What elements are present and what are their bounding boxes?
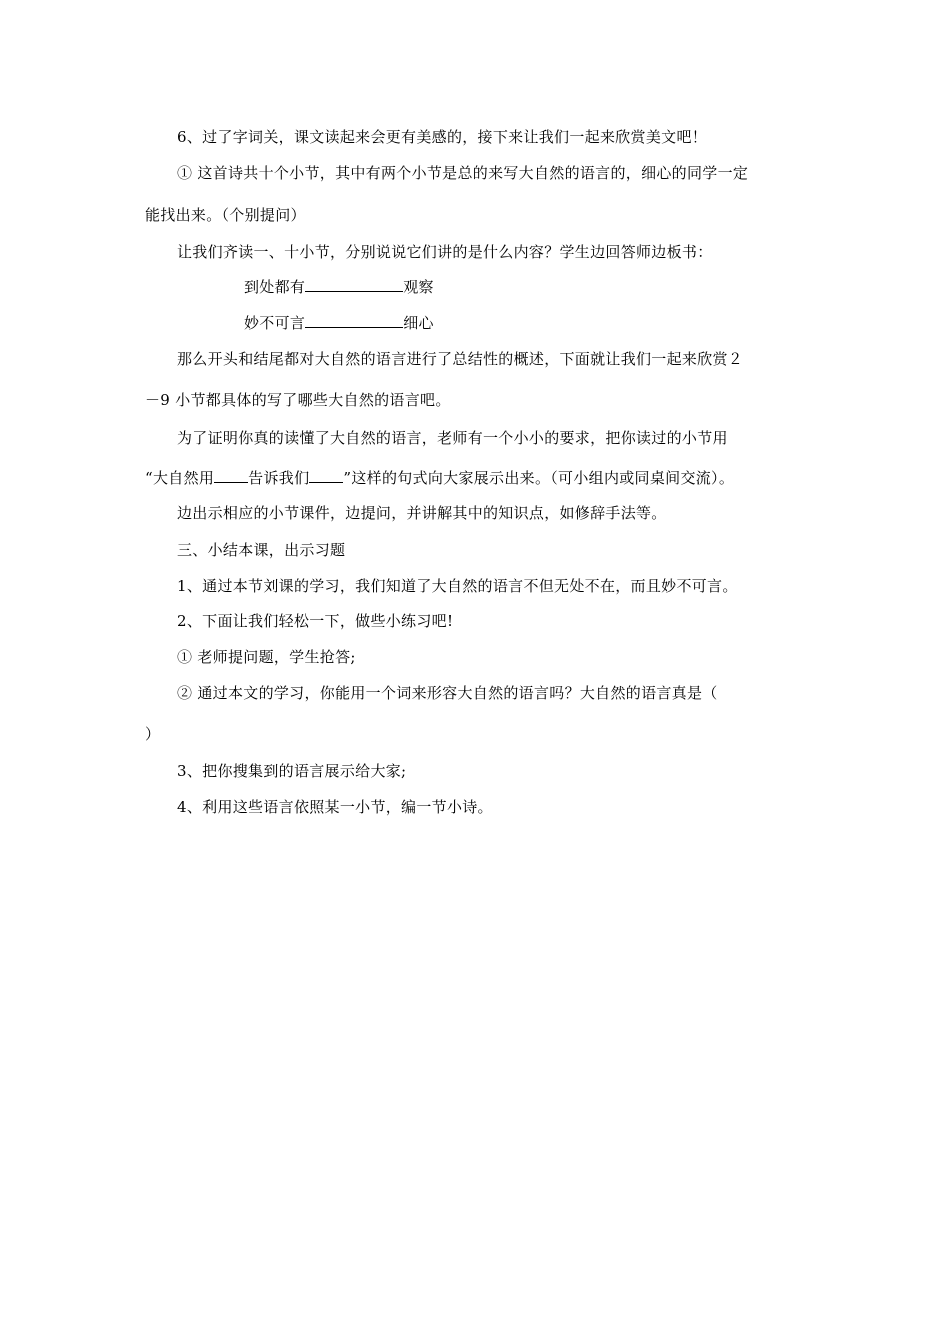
paragraph-6: 6、过了字词关，课文读起来会更有美感的，接下来让我们一起来欣赏美文吧！ [177, 128, 708, 146]
section-heading-summary: 三、小结本课，出示习题 [177, 541, 346, 559]
paragraph-summary-intro-cont: －9 小节都具体的写了哪些大自然的语言吧。 [145, 391, 451, 409]
paragraph-sections-question-cont: 能找出来。（个别提问） [145, 206, 306, 224]
exercise-item-1: ① 老师提问题，学生抢答; [177, 648, 356, 666]
board-line-2-blank [305, 313, 403, 328]
paragraph-read-aloud: 让我们齐读一、十小节，分别说说它们讲的是什么内容？学生边回答师边板书： [177, 243, 713, 261]
paragraph-sections-question: ① 这首诗共十个小节，其中有两个小节是总的来写大自然的语言的，细心的同学一定 [177, 164, 749, 182]
summary-item-2: 2、下面让我们轻松一下，做些小练习吧! [177, 612, 454, 630]
requirement-part-3: ”这样的句式向大家展示出来。（可小组内或同桌间交流）。 [343, 469, 735, 487]
paragraph-requirement-cont [145, 468, 734, 488]
board-line-2-left: 妙不可言 [244, 314, 306, 332]
board-line-1-blank [305, 277, 403, 292]
paragraph-courseware: 边出示相应的小节课件，边提问，并讲解其中的知识点，如修辞手法等。 [177, 504, 667, 522]
requirement-part-2: 告诉我们 [248, 469, 310, 487]
paragraph-requirement: 为了证明你真的读懂了大自然的语言，老师有一个小小的要求，把你读过的小节用 [177, 429, 728, 447]
board-line-2-right: 细心 [403, 314, 434, 332]
summary-item-3: 3、把你搜集到的语言展示给大家; [177, 762, 407, 780]
board-line-1-right: 观察 [403, 278, 434, 296]
board-line-1 [244, 277, 434, 297]
exercise-item-2: ② 通过本文的学习，你能用一个词来形容大自然的语言吗？大自然的语言真是（ [177, 684, 718, 702]
requirement-blank-2 [309, 468, 343, 483]
board-line-1-left: 到处都有 [244, 278, 306, 296]
requirement-blank-1 [214, 468, 248, 483]
paragraph-summary-intro: 那么开头和结尾都对大自然的语言进行了总结性的概述，下面就让我们一起来欣赏２ [177, 350, 744, 368]
summary-item-1: 1、通过本节刘课的学习，我们知道了大自然的语言不但无处不在，而且妙不可言。 [177, 577, 738, 595]
exercise-item-2-cont: ） [145, 725, 161, 743]
summary-item-4: 4、利用这些语言依照某一小节，编一节小诗。 [177, 798, 493, 816]
board-line-2 [244, 313, 434, 333]
requirement-part-1: “大自然用 [145, 469, 215, 487]
